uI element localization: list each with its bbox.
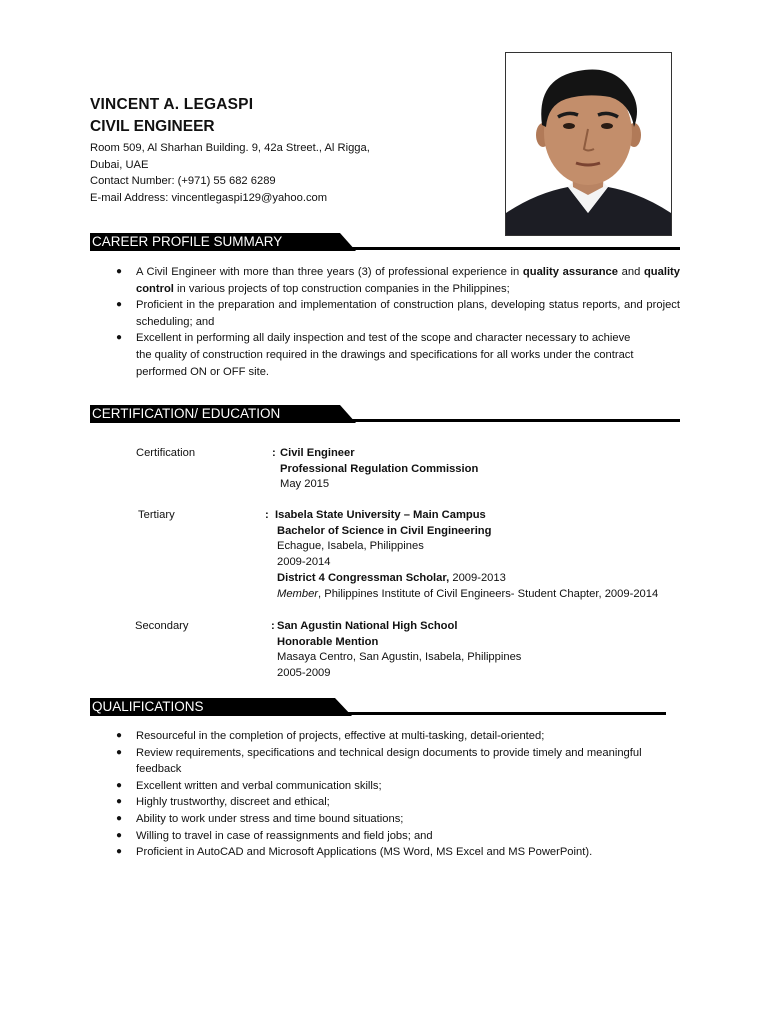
job-title: CIVIL ENGINEER [90, 118, 215, 135]
certification-date: May 2015 [280, 478, 330, 491]
university-name: Isabela State University – Main Campus [275, 509, 486, 521]
membership-role: Member [277, 587, 319, 600]
bullet-icon: ● [116, 796, 123, 808]
address-line-2: Dubai, UAE [90, 158, 149, 171]
career-text: A Civil Engineer with more than three years (3) of professional experience in [136, 266, 523, 278]
list-item [90, 264, 680, 297]
list-item [90, 794, 650, 811]
high-school-name: San Agustin National High School [277, 620, 458, 632]
bullet-icon: ● [116, 266, 123, 277]
list-item [90, 844, 650, 861]
certification-issuer: Professional Regulation Commission [280, 462, 479, 475]
list-item [90, 297, 680, 330]
section-divider [340, 712, 666, 715]
address-line-1: Room 509, Al Sharhan Building. 9, 42a Street., Al Rigga, [90, 142, 370, 154]
scholarship-title: District 4 Congressman Scholar, [277, 571, 450, 584]
membership-detail: , Philippines Institute of Civil Engineers- Student Chapter, 2009-2014 [318, 587, 659, 600]
email-address: E-mail Address: vincentlegaspi129@yahoo.com [90, 191, 328, 204]
bullet-icon: ● [116, 779, 123, 791]
career-text: in various projects of top construction companies in the Philippines; [173, 282, 510, 295]
bullet-icon: ● [116, 730, 123, 741]
tertiary-years: 2009-2014 [277, 556, 331, 569]
certification-title: Civil Engineer [280, 447, 355, 459]
list-item [90, 745, 650, 778]
section-divider [345, 419, 680, 422]
certification-label: Certification [136, 447, 196, 459]
career-section-title: CAREER PROFILE SUMMARY [92, 234, 283, 249]
education-section-title: CERTIFICATION/ EDUCATION [92, 406, 281, 421]
qualifications-section-header [90, 698, 670, 720]
university-location: Echague, Isabela, Philippines [277, 540, 424, 553]
qualification-text: Ability to work under stress and time bound situations; [136, 812, 404, 825]
career-section-header [90, 233, 680, 255]
qualification-text: Excellent written and verbal communication skills; [136, 779, 382, 792]
career-text: Proficient in the preparation and implementation of construction plans, developing status reports, and project scheduling; and [136, 299, 680, 328]
bullet-icon: ● [116, 812, 123, 824]
list-item [90, 330, 680, 380]
career-list [90, 264, 680, 380]
bullet-icon: ● [116, 846, 123, 858]
qualifications-list [90, 728, 650, 861]
person-portrait-icon [506, 53, 671, 235]
list-item [90, 828, 650, 845]
degree: Bachelor of Science in Civil Engineering [277, 524, 492, 537]
colon: : [272, 447, 276, 459]
contact-number: Contact Number: (+971) 55 682 6289 [90, 175, 276, 187]
career-bold-quality-assurance: quality assurance [522, 266, 618, 278]
secondary-years: 2005-2009 [277, 667, 331, 680]
bullet-icon: ● [116, 299, 123, 311]
colon: : [265, 509, 269, 521]
scholarship [277, 571, 658, 587]
qualification-text: Review requirements, specifications and technical design documents to provide timely and meaningful feedback [136, 746, 642, 776]
section-divider [345, 247, 680, 250]
honor: Honorable Mention [277, 635, 379, 648]
tertiary-label: Tertiary [138, 509, 175, 521]
list-item [90, 728, 650, 745]
bullet-icon: ● [116, 746, 123, 758]
qualification-text: Proficient in AutoCAD and Microsoft Applications (MS Word, MS Excel and MS PowerPoint). [136, 846, 593, 859]
membership [277, 587, 658, 603]
qualification-text: Resourceful in the completion of projects, effective at multi-tasking, detail-oriented; [136, 730, 545, 742]
list-item [90, 778, 650, 795]
education-section-header [90, 405, 680, 427]
qualification-text: Highly trustworthy, discreet and ethical; [136, 796, 330, 809]
high-school-location: Masaya Centro, San Agustin, Isabela, Philippines [277, 651, 522, 664]
resume-header [90, 94, 490, 206]
list-item [90, 811, 650, 828]
career-bold-quality-control: quality control [136, 266, 681, 295]
qualifications-section-title: QUALIFICATIONS [92, 699, 204, 714]
profile-photo [505, 52, 672, 236]
career-text: and [617, 266, 644, 278]
career-text: Excellent in performing all daily inspection and test of the scope and character necessary to achieve the quality of construction required in the drawings and specifications for all works under the contract performed ON or OFF site. [136, 332, 634, 378]
secondary-label: Secondary [135, 620, 189, 632]
bullet-icon: ● [116, 829, 123, 841]
applicant-name: VINCENT A. LEGASPI [90, 96, 254, 113]
colon: : [271, 620, 275, 632]
qualification-text: Willing to travel in case of reassignments and field jobs; and [136, 829, 433, 842]
scholarship-years: 2009-2013 [449, 571, 506, 584]
bullet-icon: ● [116, 332, 123, 344]
